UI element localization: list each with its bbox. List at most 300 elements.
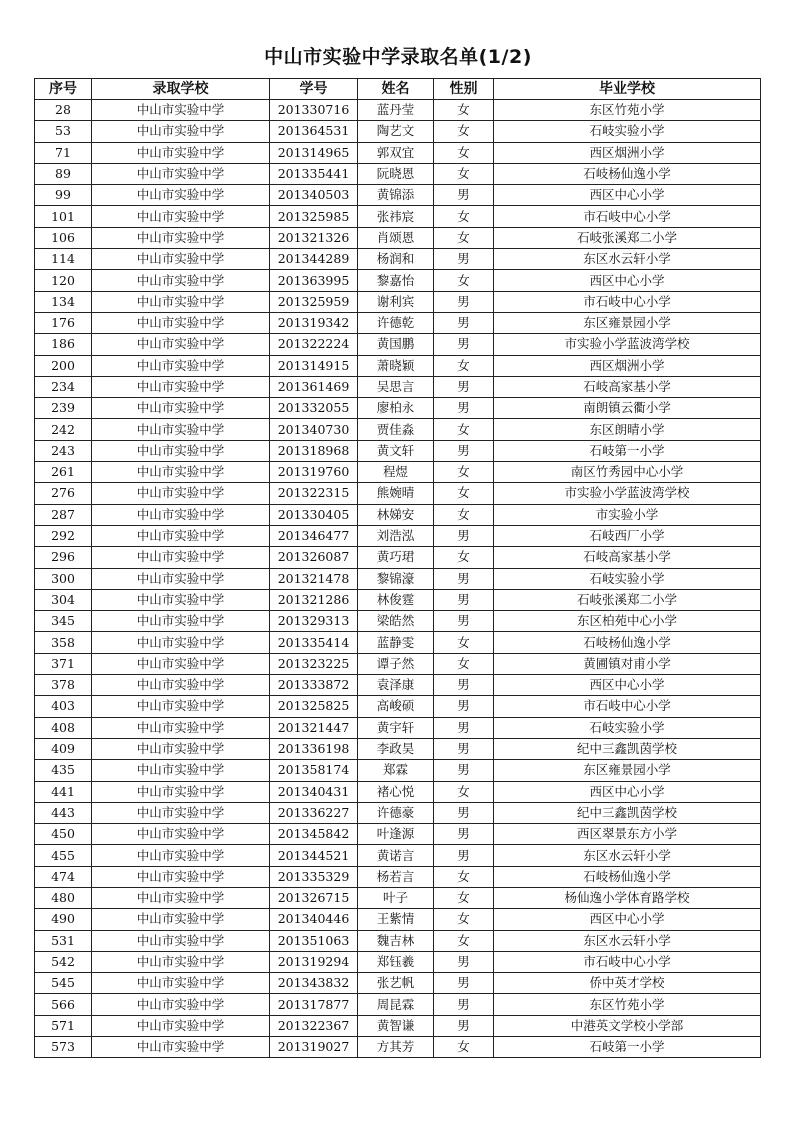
cell-seq: 490 [35,909,92,930]
cell-student-id: 201322367 [270,1015,358,1036]
table-row [35,355,761,376]
cell-gender: 女 [434,270,494,291]
cell-student-id: 201340503 [270,185,358,206]
cell-gender: 女 [434,866,494,887]
cell-seq: 455 [35,845,92,866]
cell-name: 李政昊 [358,738,434,759]
cell-grad-school: 西区中心小学 [494,781,761,802]
cell-admit-school: 中山市实验中学 [92,866,270,887]
table-row [35,440,761,461]
cell-gender: 女 [434,462,494,483]
cell-admit-school: 中山市实验中学 [92,206,270,227]
cell-student-id: 201319342 [270,312,358,333]
cell-gender: 男 [434,398,494,419]
table-row [35,994,761,1015]
cell-gender: 男 [434,589,494,610]
table-row [35,611,761,632]
cell-grad-school: 市石岐中心小学 [494,951,761,972]
table-row [35,419,761,440]
cell-seq: 474 [35,866,92,887]
cell-admit-school: 中山市实验中学 [92,781,270,802]
cell-name: 黄智谦 [358,1015,434,1036]
cell-grad-school: 东区朗晴小学 [494,419,761,440]
cell-admit-school: 中山市实验中学 [92,951,270,972]
table-row [35,504,761,525]
cell-admit-school: 中山市实验中学 [92,611,270,632]
cell-admit-school: 中山市实验中学 [92,1015,270,1036]
table-row [35,312,761,333]
cell-student-id: 201314915 [270,355,358,376]
cell-admit-school: 中山市实验中学 [92,227,270,248]
cell-seq: 239 [35,398,92,419]
cell-seq: 242 [35,419,92,440]
cell-admit-school: 中山市实验中学 [92,738,270,759]
table-row [35,121,761,142]
cell-student-id: 201335329 [270,866,358,887]
cell-grad-school: 西区中心小学 [494,185,761,206]
cell-gender: 男 [434,291,494,312]
cell-seq: 371 [35,653,92,674]
cell-admit-school: 中山市实验中学 [92,547,270,568]
cell-name: 许德乾 [358,312,434,333]
cell-name: 高峻硕 [358,696,434,717]
table-row [35,887,761,908]
cell-gender: 女 [434,355,494,376]
table-row [35,227,761,248]
cell-student-id: 201330716 [270,100,358,121]
table-row [35,589,761,610]
cell-gender: 男 [434,525,494,546]
cell-seq: 176 [35,312,92,333]
table-row [35,717,761,738]
cell-gender: 男 [434,185,494,206]
cell-name: 梁皓然 [358,611,434,632]
cell-admit-school: 中山市实验中学 [92,142,270,163]
cell-grad-school: 市实验小学蓝波湾学校 [494,334,761,355]
table-row [35,973,761,994]
cell-student-id: 201322224 [270,334,358,355]
cell-student-id: 201326715 [270,887,358,908]
cell-name: 谭子然 [358,653,434,674]
cell-grad-school: 南朗镇云衢小学 [494,398,761,419]
table-row [35,824,761,845]
cell-seq: 243 [35,440,92,461]
table-row [35,525,761,546]
cell-seq: 292 [35,525,92,546]
cell-gender: 男 [434,696,494,717]
table-row [35,291,761,312]
cell-grad-school: 石岐杨仙逸小学 [494,163,761,184]
cell-student-id: 201333872 [270,675,358,696]
cell-student-id: 201335414 [270,632,358,653]
cell-name: 魏吉林 [358,930,434,951]
cell-name: 张祎宸 [358,206,434,227]
cell-admit-school: 中山市实验中学 [92,376,270,397]
cell-gender: 女 [434,887,494,908]
cell-student-id: 201325825 [270,696,358,717]
cell-student-id: 201318968 [270,440,358,461]
cell-gender: 男 [434,824,494,845]
cell-admit-school: 中山市实验中学 [92,419,270,440]
cell-gender: 女 [434,504,494,525]
cell-gender: 男 [434,440,494,461]
cell-student-id: 201335441 [270,163,358,184]
cell-student-id: 201351063 [270,930,358,951]
cell-student-id: 201336227 [270,802,358,823]
cell-admit-school: 中山市实验中学 [92,525,270,546]
cell-gender: 女 [434,100,494,121]
cell-name: 熊婉晴 [358,483,434,504]
table-row [35,483,761,504]
cell-seq: 89 [35,163,92,184]
cell-name: 阮晓恩 [358,163,434,184]
cell-name: 张艺帆 [358,973,434,994]
header-gender: 性别 [434,79,494,100]
cell-seq: 566 [35,994,92,1015]
table-row [35,142,761,163]
cell-grad-school: 南区竹秀园中心小学 [494,462,761,483]
cell-seq: 200 [35,355,92,376]
cell-gender: 男 [434,568,494,589]
cell-seq: 276 [35,483,92,504]
cell-name: 黄诺言 [358,845,434,866]
cell-seq: 186 [35,334,92,355]
cell-name: 萧晓颖 [358,355,434,376]
cell-seq: 531 [35,930,92,951]
cell-grad-school: 石岐高家基小学 [494,547,761,568]
table-row [35,1037,761,1058]
cell-grad-school: 东区柏苑中心小学 [494,611,761,632]
cell-grad-school: 市实验小学 [494,504,761,525]
table-row [35,376,761,397]
table-row [35,632,761,653]
cell-gender: 女 [434,781,494,802]
cell-admit-school: 中山市实验中学 [92,589,270,610]
cell-gender: 女 [434,909,494,930]
cell-name: 袁泽康 [358,675,434,696]
cell-seq: 71 [35,142,92,163]
cell-admit-school: 中山市实验中学 [92,121,270,142]
cell-student-id: 201325985 [270,206,358,227]
cell-gender: 女 [434,227,494,248]
cell-grad-school: 黄圃镇对甫小学 [494,653,761,674]
cell-name: 郑钰羲 [358,951,434,972]
cell-student-id: 201323225 [270,653,358,674]
cell-admit-school: 中山市实验中学 [92,440,270,461]
cell-grad-school: 石岐杨仙逸小学 [494,866,761,887]
cell-student-id: 201321326 [270,227,358,248]
cell-student-id: 201343832 [270,973,358,994]
cell-grad-school: 市石岐中心小学 [494,696,761,717]
cell-gender: 男 [434,738,494,759]
cell-student-id: 201340431 [270,781,358,802]
header-seq: 序号 [35,79,92,100]
cell-gender: 男 [434,611,494,632]
cell-seq: 542 [35,951,92,972]
table-row [35,334,761,355]
cell-seq: 53 [35,121,92,142]
cell-student-id: 201319294 [270,951,358,972]
cell-gender: 男 [434,994,494,1015]
cell-gender: 男 [434,249,494,270]
cell-grad-school: 东区水云轩小学 [494,930,761,951]
table-row [35,462,761,483]
cell-gender: 男 [434,802,494,823]
cell-grad-school: 杨仙逸小学体育路学校 [494,887,761,908]
cell-admit-school: 中山市实验中学 [92,398,270,419]
cell-student-id: 201319027 [270,1037,358,1058]
cell-name: 叶逢源 [358,824,434,845]
cell-grad-school: 西区翠景东方小学 [494,824,761,845]
table-row [35,951,761,972]
cell-gender: 男 [434,951,494,972]
cell-name: 许德豪 [358,802,434,823]
cell-gender: 女 [434,632,494,653]
cell-gender: 女 [434,1037,494,1058]
cell-grad-school: 东区竹苑小学 [494,994,761,1015]
cell-grad-school: 石岐第一小学 [494,440,761,461]
cell-seq: 101 [35,206,92,227]
table-row [35,163,761,184]
cell-seq: 571 [35,1015,92,1036]
cell-gender: 女 [434,419,494,440]
cell-seq: 261 [35,462,92,483]
table-row [35,270,761,291]
cell-seq: 378 [35,675,92,696]
cell-seq: 28 [35,100,92,121]
cell-seq: 134 [35,291,92,312]
cell-admit-school: 中山市实验中学 [92,994,270,1015]
cell-seq: 106 [35,227,92,248]
header-admit-school: 录取学校 [92,79,270,100]
cell-admit-school: 中山市实验中学 [92,802,270,823]
table-row [35,738,761,759]
cell-grad-school: 石岐西厂小学 [494,525,761,546]
cell-admit-school: 中山市实验中学 [92,1037,270,1058]
table-row [35,696,761,717]
cell-name: 陶艺文 [358,121,434,142]
cell-gender: 男 [434,376,494,397]
cell-name: 林俊霆 [358,589,434,610]
cell-student-id: 201345842 [270,824,358,845]
cell-grad-school: 东区竹苑小学 [494,100,761,121]
table-row [35,760,761,781]
cell-seq: 300 [35,568,92,589]
cell-name: 郑霖 [358,760,434,781]
table-row [35,781,761,802]
cell-student-id: 201319760 [270,462,358,483]
cell-grad-school: 东区雍景园小学 [494,312,761,333]
cell-seq: 234 [35,376,92,397]
cell-admit-school: 中山市实验中学 [92,653,270,674]
cell-student-id: 201340446 [270,909,358,930]
cell-grad-school: 西区烟洲小学 [494,142,761,163]
cell-name: 谢利宾 [358,291,434,312]
cell-admit-school: 中山市实验中学 [92,909,270,930]
cell-name: 黄锦添 [358,185,434,206]
cell-name: 林娣安 [358,504,434,525]
cell-admit-school: 中山市实验中学 [92,270,270,291]
table-row [35,568,761,589]
cell-name: 周昆霖 [358,994,434,1015]
cell-gender: 女 [434,142,494,163]
cell-name: 贾佳淼 [358,419,434,440]
cell-admit-school: 中山市实验中学 [92,334,270,355]
table-row [35,866,761,887]
page-title: 中山市实验中学录取名单(1/2) [264,46,532,68]
cell-name: 郭双宜 [358,142,434,163]
table-row [35,547,761,568]
cell-gender: 男 [434,760,494,781]
cell-gender: 男 [434,675,494,696]
cell-grad-school: 西区中心小学 [494,909,761,930]
table-row [35,398,761,419]
cell-student-id: 201363995 [270,270,358,291]
cell-admit-school: 中山市实验中学 [92,675,270,696]
cell-name: 肖颂恩 [358,227,434,248]
cell-seq: 441 [35,781,92,802]
table-row [35,802,761,823]
cell-name: 王紫情 [358,909,434,930]
cell-grad-school: 石岐张溪郑二小学 [494,227,761,248]
cell-grad-school: 纪中三鑫凯茵学校 [494,738,761,759]
cell-admit-school: 中山市实验中学 [92,163,270,184]
cell-seq: 345 [35,611,92,632]
cell-name: 程煜 [358,462,434,483]
table-row [35,930,761,951]
cell-admit-school: 中山市实验中学 [92,100,270,121]
table-row [35,1015,761,1036]
cell-grad-school: 石岐张溪郑二小学 [494,589,761,610]
cell-admit-school: 中山市实验中学 [92,824,270,845]
cell-name: 蓝静雯 [358,632,434,653]
cell-name: 杨若言 [358,866,434,887]
cell-gender: 女 [434,483,494,504]
cell-grad-school: 纪中三鑫凯茵学校 [494,802,761,823]
cell-seq: 545 [35,973,92,994]
table-row [35,845,761,866]
cell-student-id: 201346477 [270,525,358,546]
table-body [35,100,761,1058]
cell-student-id: 201321478 [270,568,358,589]
cell-name: 叶子 [358,887,434,908]
cell-admit-school: 中山市实验中学 [92,568,270,589]
cell-name: 杨润和 [358,249,434,270]
cell-grad-school: 侨中英才学校 [494,973,761,994]
cell-name: 蓝丹莹 [358,100,434,121]
cell-grad-school: 石岐实验小学 [494,121,761,142]
cell-name: 褚心悦 [358,781,434,802]
cell-seq: 435 [35,760,92,781]
cell-student-id: 201364531 [270,121,358,142]
cell-name: 黄巧珺 [358,547,434,568]
cell-grad-school: 石岐实验小学 [494,568,761,589]
cell-student-id: 201332055 [270,398,358,419]
cell-name: 黎锦濠 [358,568,434,589]
cell-student-id: 201340730 [270,419,358,440]
cell-seq: 443 [35,802,92,823]
cell-admit-school: 中山市实验中学 [92,717,270,738]
cell-grad-school: 东区雍景园小学 [494,760,761,781]
table-row [35,675,761,696]
cell-student-id: 201358174 [270,760,358,781]
cell-seq: 408 [35,717,92,738]
cell-gender: 女 [434,163,494,184]
cell-admit-school: 中山市实验中学 [92,249,270,270]
cell-seq: 450 [35,824,92,845]
cell-grad-school: 石岐杨仙逸小学 [494,632,761,653]
cell-grad-school: 西区中心小学 [494,270,761,291]
cell-name: 吴思言 [358,376,434,397]
cell-grad-school: 石岐实验小学 [494,717,761,738]
table-row [35,100,761,121]
cell-student-id: 201317877 [270,994,358,1015]
cell-grad-school: 石岐第一小学 [494,1037,761,1058]
table-row [35,185,761,206]
table-row [35,909,761,930]
cell-gender: 女 [434,653,494,674]
cell-student-id: 201336198 [270,738,358,759]
cell-name: 廖柏永 [358,398,434,419]
cell-student-id: 201321447 [270,717,358,738]
cell-student-id: 201322315 [270,483,358,504]
cell-seq: 296 [35,547,92,568]
cell-student-id: 201344289 [270,249,358,270]
cell-admit-school: 中山市实验中学 [92,462,270,483]
cell-gender: 女 [434,206,494,227]
header-grad-school: 毕业学校 [494,79,761,100]
cell-admit-school: 中山市实验中学 [92,632,270,653]
cell-seq: 114 [35,249,92,270]
cell-gender: 男 [434,334,494,355]
table-header-row [35,79,761,100]
cell-student-id: 201321286 [270,589,358,610]
header-name: 姓名 [358,79,434,100]
cell-admit-school: 中山市实验中学 [92,355,270,376]
cell-gender: 女 [434,547,494,568]
cell-name: 黄文轩 [358,440,434,461]
cell-seq: 403 [35,696,92,717]
cell-admit-school: 中山市实验中学 [92,504,270,525]
cell-admit-school: 中山市实验中学 [92,291,270,312]
cell-admit-school: 中山市实验中学 [92,887,270,908]
cell-student-id: 201361469 [270,376,358,397]
header-student-id: 学号 [270,79,358,100]
cell-seq: 573 [35,1037,92,1058]
cell-grad-school: 西区烟洲小学 [494,355,761,376]
cell-admit-school: 中山市实验中学 [92,973,270,994]
cell-admit-school: 中山市实验中学 [92,312,270,333]
cell-seq: 287 [35,504,92,525]
cell-seq: 409 [35,738,92,759]
cell-grad-school: 市石岐中心小学 [494,291,761,312]
cell-name: 黄宇轩 [358,717,434,738]
cell-student-id: 201314965 [270,142,358,163]
table-row [35,653,761,674]
cell-name: 黄国鹏 [358,334,434,355]
cell-gender: 男 [434,312,494,333]
cell-admit-school: 中山市实验中学 [92,930,270,951]
cell-grad-school: 市实验小学蓝波湾学校 [494,483,761,504]
admission-table [34,78,761,1058]
cell-name: 刘浩泓 [358,525,434,546]
cell-admit-school: 中山市实验中学 [92,696,270,717]
cell-student-id: 201344521 [270,845,358,866]
cell-student-id: 201325959 [270,291,358,312]
cell-admit-school: 中山市实验中学 [92,185,270,206]
cell-grad-school: 市石岐中心小学 [494,206,761,227]
cell-student-id: 201326087 [270,547,358,568]
